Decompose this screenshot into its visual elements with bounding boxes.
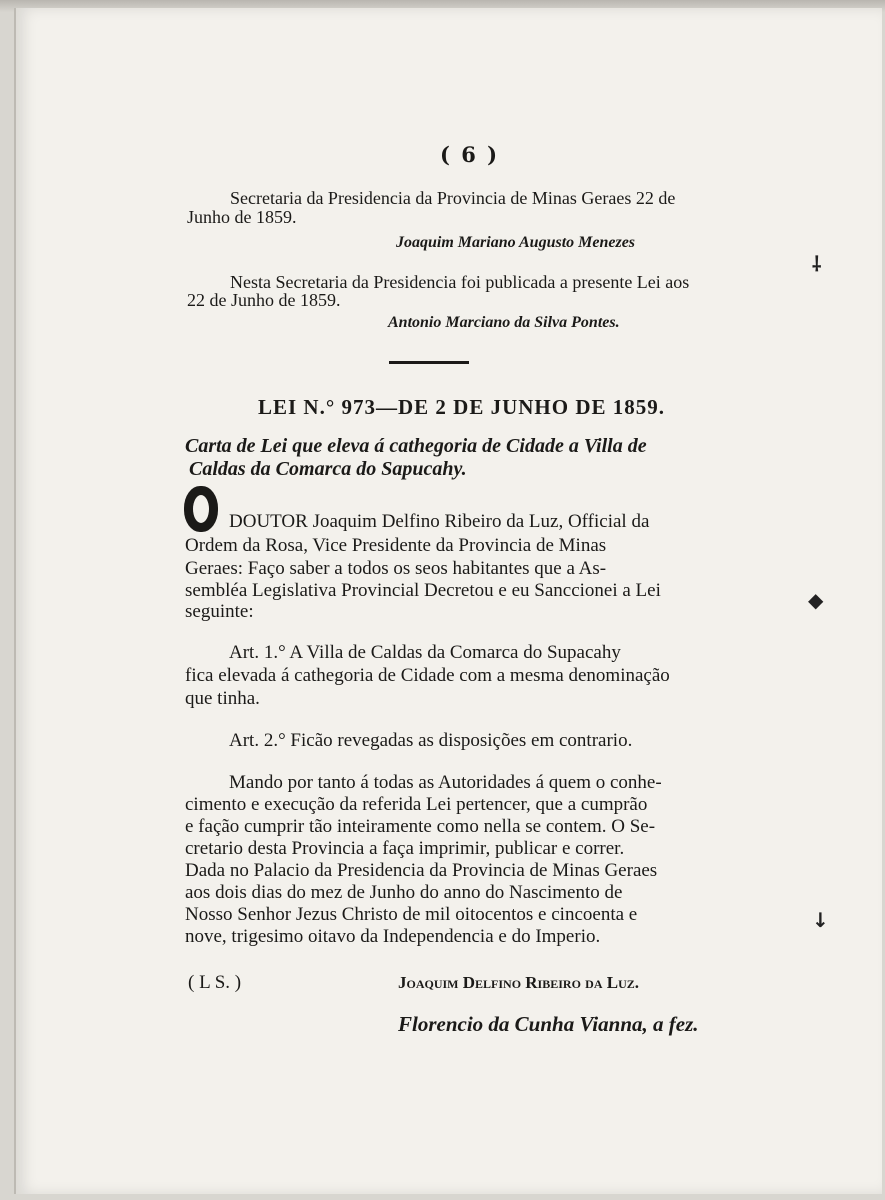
closing-line-8: nove, trigesimo oitavo da Independencia e do Imperio.: [185, 926, 601, 947]
signature-pontes: Antonio Marciano da Silva Pontes.: [388, 314, 620, 331]
closing-line-2: cimento e execução da referida Lei pertencer, que a cumprão: [185, 794, 648, 815]
law-subtitle-line-2: Caldas da Comarca do Sapucahy.: [189, 458, 467, 480]
closing-line-3: e fação cumprir tão inteiramente como nella se contem. O Se-: [185, 816, 656, 837]
preamble-line-2: Ordem da Rosa, Vice Presidente da Provincia de Minas: [185, 535, 607, 556]
article-2: Art. 2.° Ficão revegadas as disposições em contrario.: [229, 730, 633, 751]
header-line-3: Nesta Secretaria da Presidencia foi publicada a presente Lei aos: [230, 272, 690, 292]
page-number: ( 6 ): [440, 142, 500, 167]
article-1-line-1: Art. 1.° A Villa de Caldas da Comarca do Supacahy: [229, 642, 621, 663]
signature-menezes: Joaquim Mariano Augusto Menezes: [396, 234, 636, 251]
secretary-signature: Florencio da Cunha Vianna, a fez.: [398, 1012, 699, 1036]
margin-mark-3: ↓: [812, 908, 829, 932]
article-1-line-3: que tinha.: [185, 688, 260, 709]
closing-line-5: Dada no Palacio da Presidencia da Provincia de Minas Geraes: [185, 860, 658, 881]
signer-name: Joaquim Delfino Ribeiro da Luz.: [398, 973, 639, 992]
margin-mark-1: ⸸: [812, 252, 822, 276]
preamble-line-3: Geraes: Faço saber a todos os seos habitantes que a As-: [185, 558, 607, 579]
closing-line-6: aos dois dias do mez de Junho do anno do Nascimento de: [185, 882, 623, 903]
header-line-4: 22 de Junho de 1859.: [187, 290, 341, 310]
law-title: LEI N.° 973—DE 2 DE JUNHO DE 1859.: [258, 395, 666, 419]
article-1-line-2: fica elevada á cathegoria de Cidade com a mesma denominação: [185, 665, 670, 686]
preamble-line-5: seguinte:: [185, 601, 254, 622]
drop-cap-o: [184, 486, 218, 532]
seal-label: ( L S. ): [188, 972, 242, 993]
law-subtitle-line-1: Carta de Lei que eleva á cathegoria de Cidade a Villa de: [185, 435, 647, 457]
preamble-line-1: DOUTOR Joaquim Delfino Ribeiro da Luz, Official da: [229, 511, 650, 532]
preamble-line-4: sembléa Legislativa Provincial Decretou e eu Sanccionei a Lei: [185, 580, 661, 601]
section-divider: [389, 361, 469, 364]
closing-line-1: Mando por tanto á todas as Autoridades á quem o conhe-: [229, 772, 662, 793]
margin-mark-2: ◆: [808, 588, 824, 612]
closing-line-4: cretario desta Provincia a faça imprimir, publicar e correr.: [185, 838, 625, 859]
header-line-2: Junho de 1859.: [187, 207, 297, 227]
header-line-1: Secretaria da Presidencia da Provincia de Minas Geraes 22 de: [230, 188, 676, 208]
closing-line-7: Nosso Senhor Jezus Christo de mil oitocentos e cincoenta e: [185, 904, 638, 925]
